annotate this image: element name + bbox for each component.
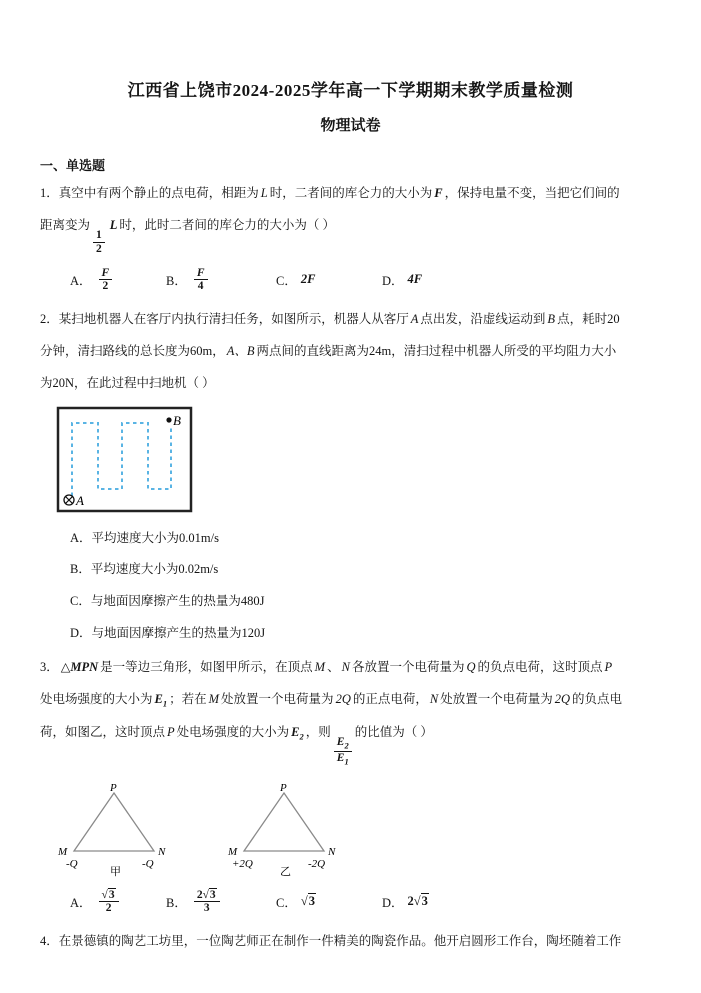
q1-options (70, 267, 661, 293)
page-subtitle: 物理试卷 (320, 118, 381, 134)
section-header: 一、单选题 (40, 158, 106, 173)
label-N: N (328, 845, 336, 858)
fraction-E2-E1: $\frac{E_2}{E_1}$ (334, 736, 352, 766)
var-L: L (109, 218, 118, 233)
var-A: A (410, 311, 419, 326)
var-AB: A、B (226, 344, 255, 359)
q3-line-3: 荷，如图乙，这时顶点 P 处电场强度的大小为 $E_2$ ，则 $\frac{E_2}{E_1}$ 的比值为（ ） (40, 725, 433, 767)
q2-options (40, 530, 661, 643)
q3-option-d: D． 2√3 (382, 894, 428, 910)
var-M: M (314, 660, 326, 675)
q2-line-2: 分钟，清扫路线的总长度为60m， A、B 两点间的直线距离为24m，清扫过程中机器人所受的平均阻力大小 (40, 344, 617, 359)
page-title: 江西省上饶市2024-2025学年高一下学期期末教学质量检测 (127, 81, 574, 100)
label-A: A (76, 492, 84, 508)
var-N: N (341, 660, 350, 675)
var-E2: $E_2$ (291, 725, 304, 742)
question-2 (40, 309, 661, 642)
var-B: B (547, 311, 556, 326)
q4-line-1: 4．在景德镇的陶艺工坊里，一位陶艺师正在制作一件精美的陶瓷作品。他开启圆形工作台，陶坯随着工作 (40, 933, 622, 948)
var-F: F (434, 186, 443, 200)
fraction-2sqrt3-3: $\frac{2√3}{3}$ (194, 889, 220, 915)
question-1 (40, 183, 661, 293)
q1-option-b: B． $\frac{F}{4}$ (166, 267, 276, 293)
q3-option-a: A． $\frac{√3}{2}$ (70, 889, 166, 915)
point-B-marker (166, 413, 181, 428)
label-minus-Q-left: -Q (66, 857, 78, 870)
fraction-F-2: $\frac{F}{2}$ (99, 267, 113, 293)
fraction-F-4: $\frac{F}{4}$ (194, 267, 208, 293)
label-M: M (228, 845, 238, 858)
question-3 (40, 657, 661, 915)
fraction-one-half: $\frac{1}{2}$ (93, 229, 105, 255)
q3-option-b: B． $\frac{2√3}{3}$ (166, 889, 276, 915)
2sqrt3: 2√3 (407, 894, 428, 909)
q2-option-a: A．平均速度大小为0.01m/s (70, 530, 219, 545)
q3-line-2: 处电场强度的大小为 $E_1$ ；若在 M 处放置一个电荷量为 2Q 的正点电荷， N 处放置一个电荷量为 2Q 的负点电 (40, 692, 623, 709)
q3-figures (54, 783, 661, 879)
caption-jia: 甲 (110, 865, 121, 878)
var-E1: $E_1$ (154, 692, 168, 709)
cleaning-path-dashed (72, 423, 171, 496)
question-4 (40, 931, 661, 952)
q2-option-c: C．与地面因摩擦产生的热量为480J (70, 594, 265, 609)
fraction-sqrt3-2: $\frac{√3}{2}$ (99, 889, 119, 915)
q3-option-c: C． √3 (276, 894, 315, 910)
var-triangle-MPN: △MPN (60, 660, 99, 675)
q1-option-c: C． 2F (276, 272, 316, 288)
label-M: M (58, 845, 68, 858)
q1-line-2: 距离变为 $\frac{1}{2}$ L 时，此时二者间的库仑力的大小为（ ） (40, 218, 336, 255)
var-L: L (260, 186, 268, 200)
q1-option-a: A． $\frac{F}{2}$ (70, 267, 166, 293)
q3-options (70, 889, 661, 915)
label-P: P (280, 782, 287, 794)
var-N: N (429, 692, 439, 707)
var-Q: Q (466, 660, 476, 675)
triangle-figure-jia (54, 783, 184, 879)
var-2Q: 2Q (554, 692, 570, 707)
q2-option-b: B．平均速度大小为0.02m/s (70, 562, 219, 577)
var-P: P (604, 660, 613, 675)
point-A-marker (64, 493, 84, 508)
label-minus-2Q-right: -2Q (308, 857, 326, 870)
var-2Q: 2Q (335, 692, 351, 707)
q3-line-1: 3． △MPN 是一等边三角形，如图甲所示，在顶点 M 、 N 各放置一个电荷量为 Q 的负点电荷，这时顶点 P (40, 660, 613, 675)
label-minus-Q-right: -Q (142, 857, 154, 870)
var-P: P (167, 725, 175, 740)
label-B: B (173, 412, 181, 428)
label-N: N (158, 845, 166, 858)
q1-option-d: D． 4F (382, 272, 423, 288)
q2-line-3: 为20N，在此过程中扫地机（ ） (40, 376, 215, 391)
q1-line-1: 1．真空中有两个静止的点电荷，相距为 L 时，二者间的库仑力的大小为 F ，保持电量不变，当把它们间的 (40, 186, 620, 200)
label-P: P (110, 782, 117, 794)
q2-room-figure (56, 406, 661, 518)
caption-yi: 乙 (280, 865, 291, 878)
label-plus-2Q-left: +2Q (232, 857, 253, 870)
sqrt3: √3 (300, 894, 315, 909)
triangle-figure-yi (224, 783, 354, 879)
var-M: M (208, 692, 220, 707)
q2-option-d: D．与地面因摩擦产生的热量为120J (70, 626, 266, 641)
q2-line-1: 2．某扫地机器人在客厅内执行清扫任务，如图所示，机器人从客厅 A 点出发，沿虚线运动到 B 点，耗时20 (40, 311, 620, 326)
